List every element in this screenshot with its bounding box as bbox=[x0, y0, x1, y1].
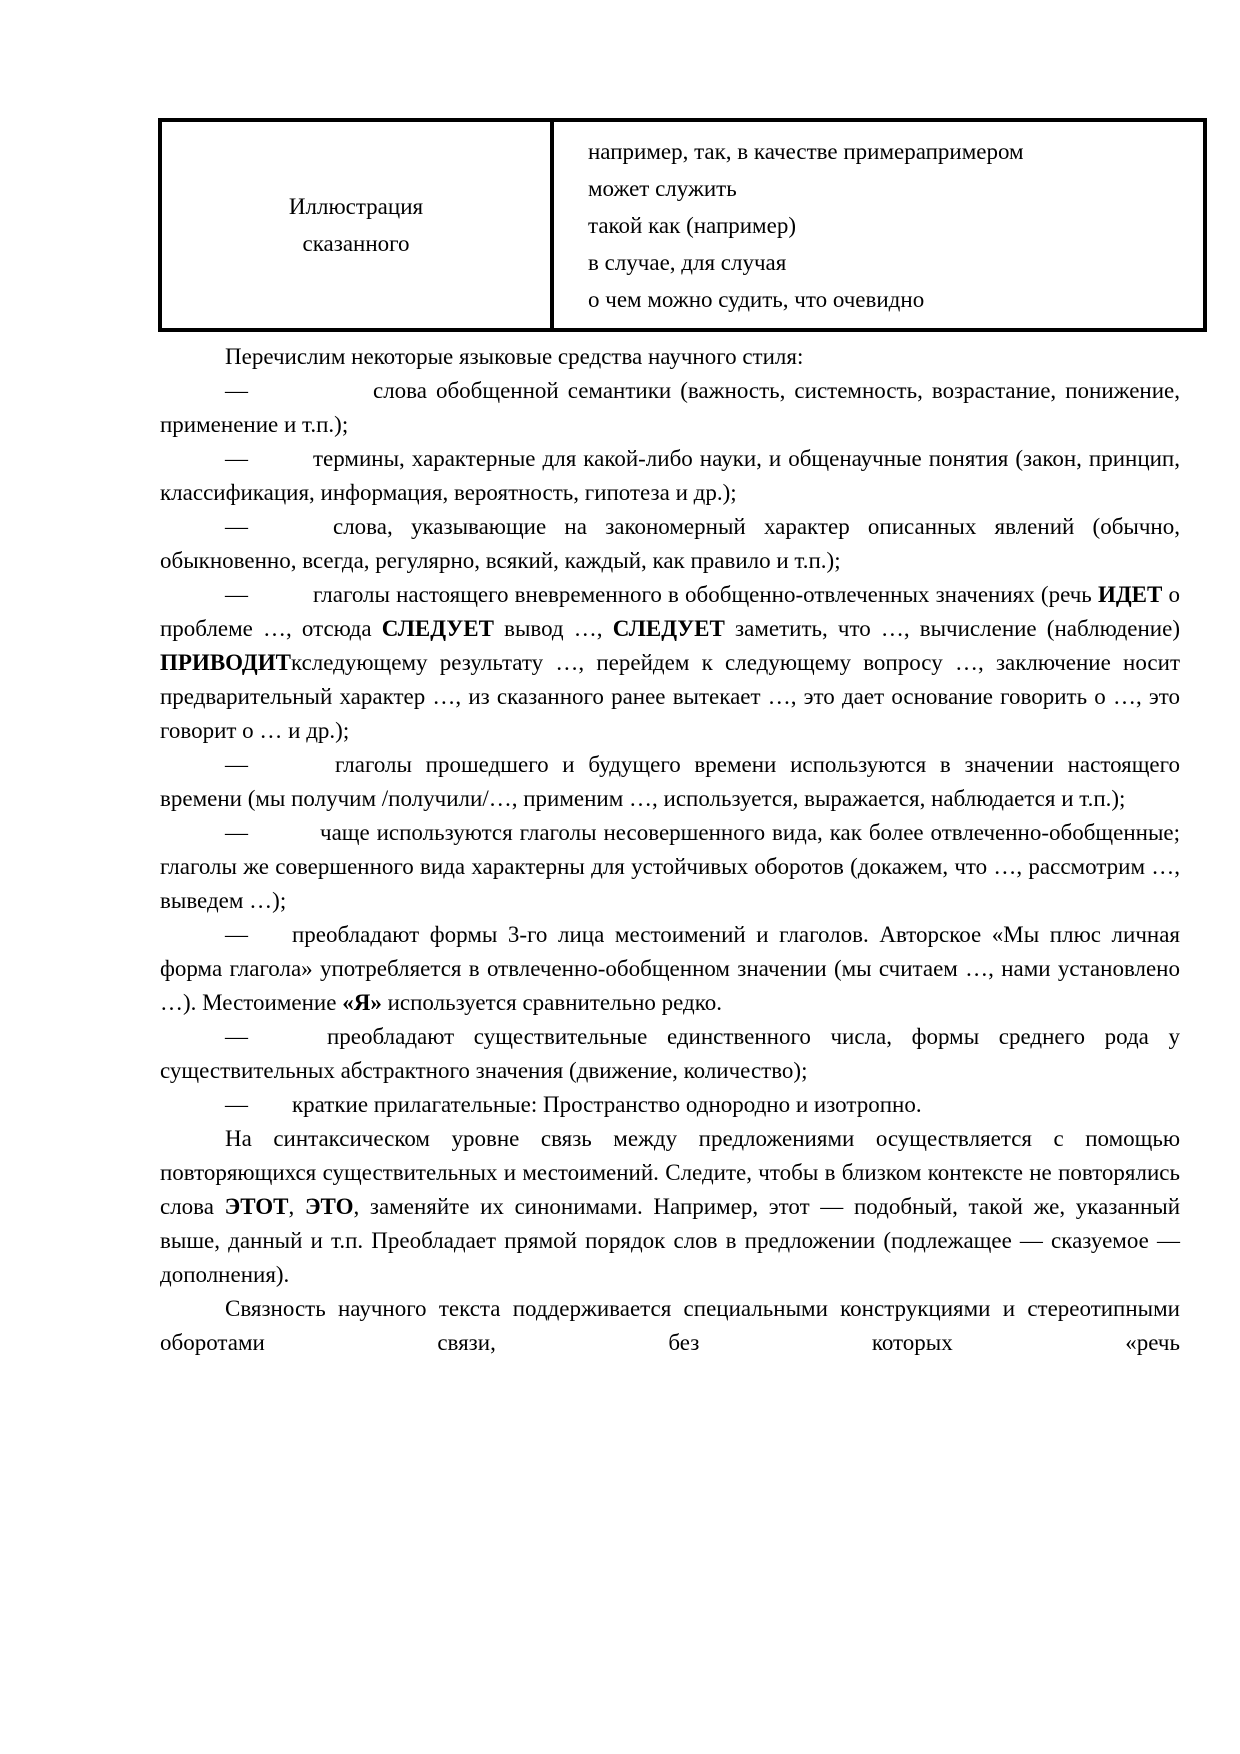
table-right-cell-line: такой как (например) bbox=[588, 213, 796, 238]
emphasized-text: ЭТО bbox=[304, 1194, 354, 1219]
emphasized-text: ПРИВОДИТ bbox=[160, 650, 291, 675]
table-right-cell-line: о чем можно судить, что очевидно bbox=[588, 287, 925, 312]
table-right-cell-line: в случае, для случая bbox=[588, 250, 787, 275]
list-item bbox=[160, 442, 1180, 510]
emphasized-text: ИДЕТ bbox=[1097, 582, 1163, 607]
table-right-cell-line: например, так, в качестве примерапримером bbox=[588, 139, 1024, 164]
text-run: слова обобщенной семантики (важность, системность, возрастание, понижение, применение и т.п.); bbox=[160, 378, 1180, 437]
paragraph bbox=[160, 1122, 1180, 1292]
text-run: глаголы прошедшего и будущего времени используются в значении настоящего времени (мы получим /получили/…, применим …, используется, выражается, наблюдается и т.п.); bbox=[160, 752, 1180, 811]
paragraph bbox=[160, 1292, 1180, 1360]
text-run: заметить, что …, вычисление (наблюдение) bbox=[724, 616, 1180, 641]
table-right-cell bbox=[554, 122, 1203, 328]
tab-gap bbox=[248, 839, 320, 840]
table-left-cell bbox=[162, 122, 554, 328]
list-dash: — bbox=[225, 378, 248, 403]
tab-gap bbox=[248, 533, 333, 534]
table-right-cell-line: может служить bbox=[588, 176, 737, 201]
list-dash: — bbox=[225, 1092, 248, 1117]
emphasized-text: СЛЕДУЕТ bbox=[381, 616, 494, 641]
text-run: используется сравнительно редко. bbox=[381, 990, 722, 1015]
text-run: Связность научного текста поддерживается специальными конструкциями и стереотипными оборотами связи, без которых «речь bbox=[160, 1296, 1180, 1355]
tab-gap bbox=[248, 941, 292, 942]
table-left-cell-line: Иллюстрация bbox=[288, 194, 424, 219]
list-item bbox=[160, 748, 1180, 816]
emphasized-text: СЛЕДУЕТ bbox=[612, 616, 725, 641]
list-dash: — bbox=[225, 446, 248, 471]
tab-gap bbox=[248, 397, 373, 398]
body-text bbox=[160, 340, 1180, 1360]
list-item bbox=[160, 374, 1180, 442]
list-item bbox=[160, 918, 1180, 1020]
tab-gap bbox=[248, 1043, 327, 1044]
text-run: преобладают формы 3-го лица местоимений и глаголов. Авторское «Мы плюс личная форма глагола» употребляется в отвлеченно-обобщенном значении (мы считаем …, нами установлено …). Местоимение bbox=[160, 922, 1180, 1015]
text-run: слова, указывающие на закономерный характер описанных явлений (обычно, обыкновенно, всегда, регулярно, всякий, каждый, как правило и т.п.); bbox=[160, 514, 1180, 573]
list-item bbox=[160, 1088, 1180, 1122]
text-run: , bbox=[288, 1194, 305, 1219]
text-run: преобладают существительные единственного числа, формы среднего рода у существительных абстрактного значения (движение, количество); bbox=[160, 1024, 1180, 1083]
list-dash: — bbox=[225, 582, 248, 607]
tab-gap bbox=[248, 601, 313, 602]
emphasized-text: ЭТОТ bbox=[224, 1194, 289, 1219]
list-item bbox=[160, 816, 1180, 918]
list-item bbox=[160, 578, 1180, 748]
paragraph bbox=[160, 340, 1180, 374]
list-dash: — bbox=[225, 922, 248, 947]
text-run: , заменяйте их синонимами. Например, этот — подобный, такой же, указанный выше, данный и т.п. Преобладает прямой порядок слов в предложении (подлежащее — сказуемое — дополнения). bbox=[160, 1194, 1181, 1287]
tab-gap bbox=[248, 1111, 292, 1112]
list-dash: — bbox=[225, 1024, 248, 1049]
list-item bbox=[160, 510, 1180, 578]
text-run: На синтаксическом уровне связь между предложениями осуществляется с помощью повторяющихся существительных и местоимений. Следите, чтобы в близком контексте не повторялись слова bbox=[160, 1126, 1180, 1219]
tab-gap bbox=[248, 465, 313, 466]
text-run: чаще используются глаголы несовершенного вида, как более отвлеченно-обобщенные; глаголы же совершенного вида характерны для устойчивых оборотов (докажем, что …, рассмотрим …, выведем …); bbox=[160, 820, 1180, 913]
text-run: о проблеме …, отсюда bbox=[160, 582, 1181, 641]
text-run: краткие прилагательные: Пространство однородно и изотропно. bbox=[292, 1092, 922, 1117]
table-left-cell-line: сказанного bbox=[302, 231, 410, 256]
text-run: Перечислим некоторые языковые средства научного стиля: bbox=[225, 344, 804, 369]
list-dash: — bbox=[225, 752, 248, 777]
text-run: глаголы настоящего вневременного в обобщенно-отвлеченных значениях (речь bbox=[313, 582, 1098, 607]
text-run: термины, характерные для какой-либо науки, и общенаучные понятия (закон, принцип, классификация, информация, вероятность, гипотеза и др.); bbox=[160, 446, 1180, 505]
text-run: вывод …, bbox=[493, 616, 613, 641]
list-item bbox=[160, 1020, 1180, 1088]
illustration-table bbox=[158, 118, 1207, 332]
tab-gap bbox=[248, 771, 335, 772]
text-run: кследующему результату …, перейдем к следующему вопросу …, заключение носит предварительный характер …, из сказанного ранее вытекает …, это дает основание говорить о …, это говорит о … и др.); bbox=[160, 650, 1180, 743]
emphasized-text: «Я» bbox=[342, 990, 382, 1015]
list-dash: — bbox=[225, 514, 248, 539]
list-dash: — bbox=[225, 820, 248, 845]
